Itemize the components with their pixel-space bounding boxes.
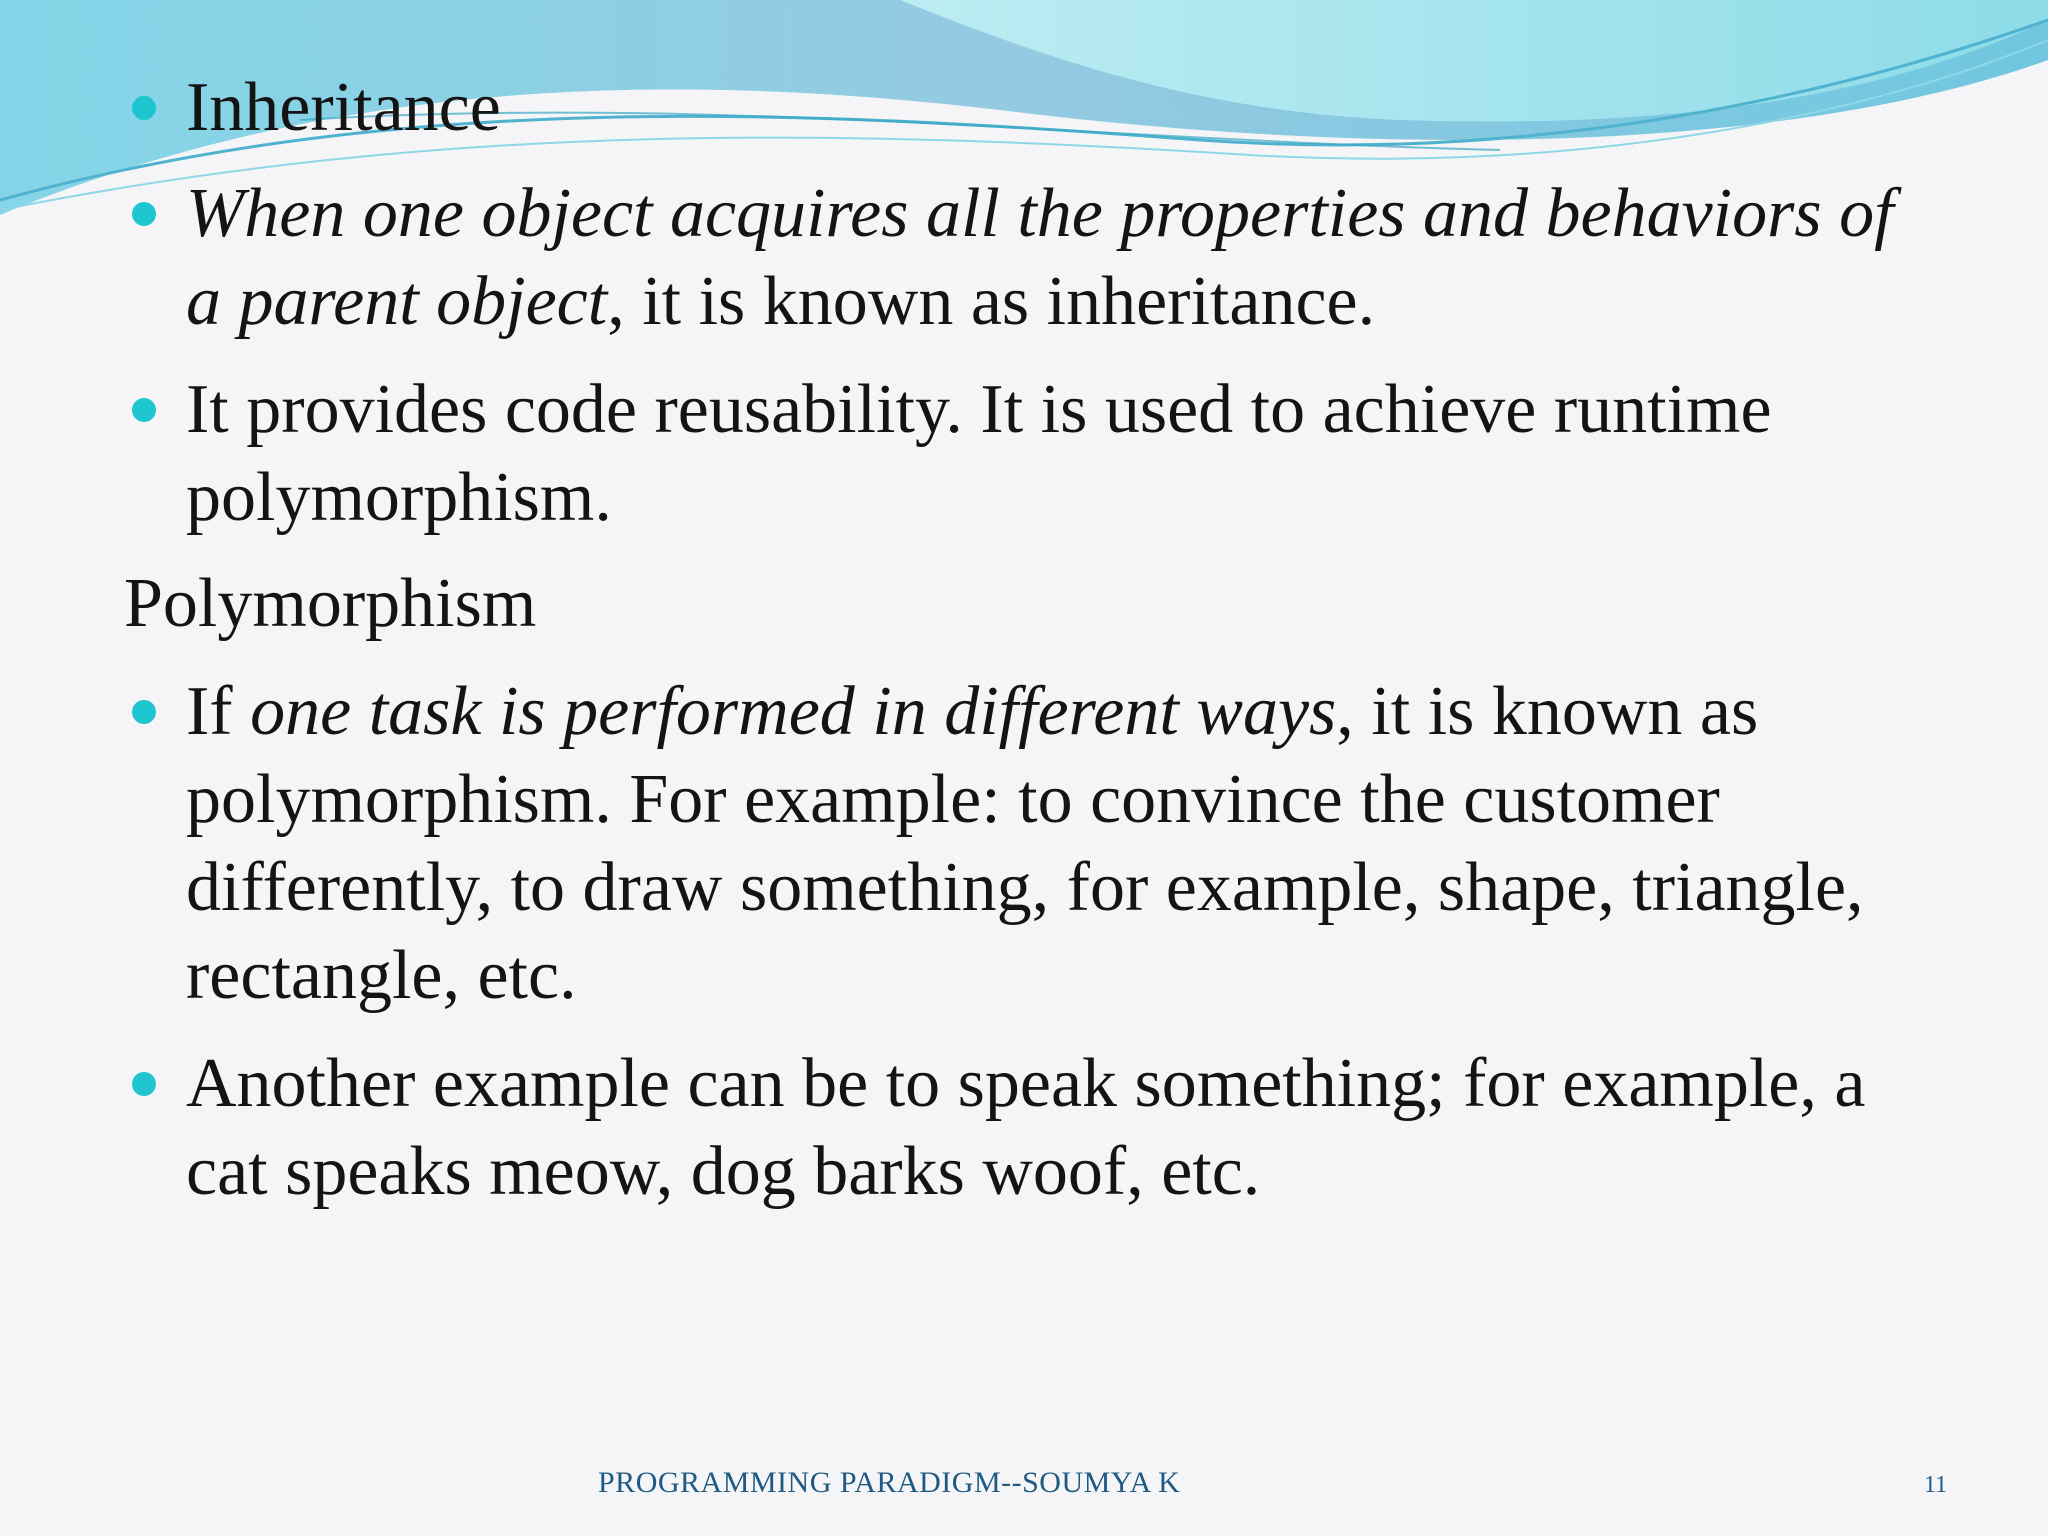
- bullet-polymorphism-definition: [186, 668, 1946, 1020]
- page-number: 11: [1924, 1472, 1948, 1498]
- bullet-prefix: If: [186, 673, 251, 750]
- bullet-text: , it is known as polymorphism. For example: to convince the customer differently, to draw something, for example, shape, triangle, rectangle, etc.: [186, 673, 1864, 1014]
- italic-phrase: When one object acquires all the properties and behaviors of a parent object: [186, 175, 1894, 340]
- bullet-code-reusability: [186, 366, 1946, 542]
- bullet-dot: [132, 202, 156, 226]
- bullet-dot: [132, 1072, 156, 1096]
- bullet-another-example: [186, 1040, 1946, 1216]
- bullet-text: Inheritance: [186, 69, 501, 146]
- bullet-text: Another example can be to speak something; for example, a cat speaks meow, dog barks woof, etc.: [186, 1045, 1866, 1210]
- polymorphism-heading: Polymorphism: [124, 565, 537, 642]
- bullet-dot: [132, 96, 156, 120]
- bullet-inheritance-definition: [186, 170, 1946, 346]
- footer-text: PROGRAMMING PARADIGM--SOUMYA K: [598, 1466, 1181, 1499]
- italic-phrase: one task is performed in different ways: [250, 673, 1337, 750]
- bullet-dot: [132, 398, 156, 422]
- bullet-text: It provides code reusability. It is used to achieve runtime polymorphism.: [186, 371, 1772, 536]
- bullet-dot: [132, 700, 156, 724]
- bullet-inheritance: [186, 64, 1946, 152]
- bullet-text: , it is known as inheritance.: [607, 263, 1376, 340]
